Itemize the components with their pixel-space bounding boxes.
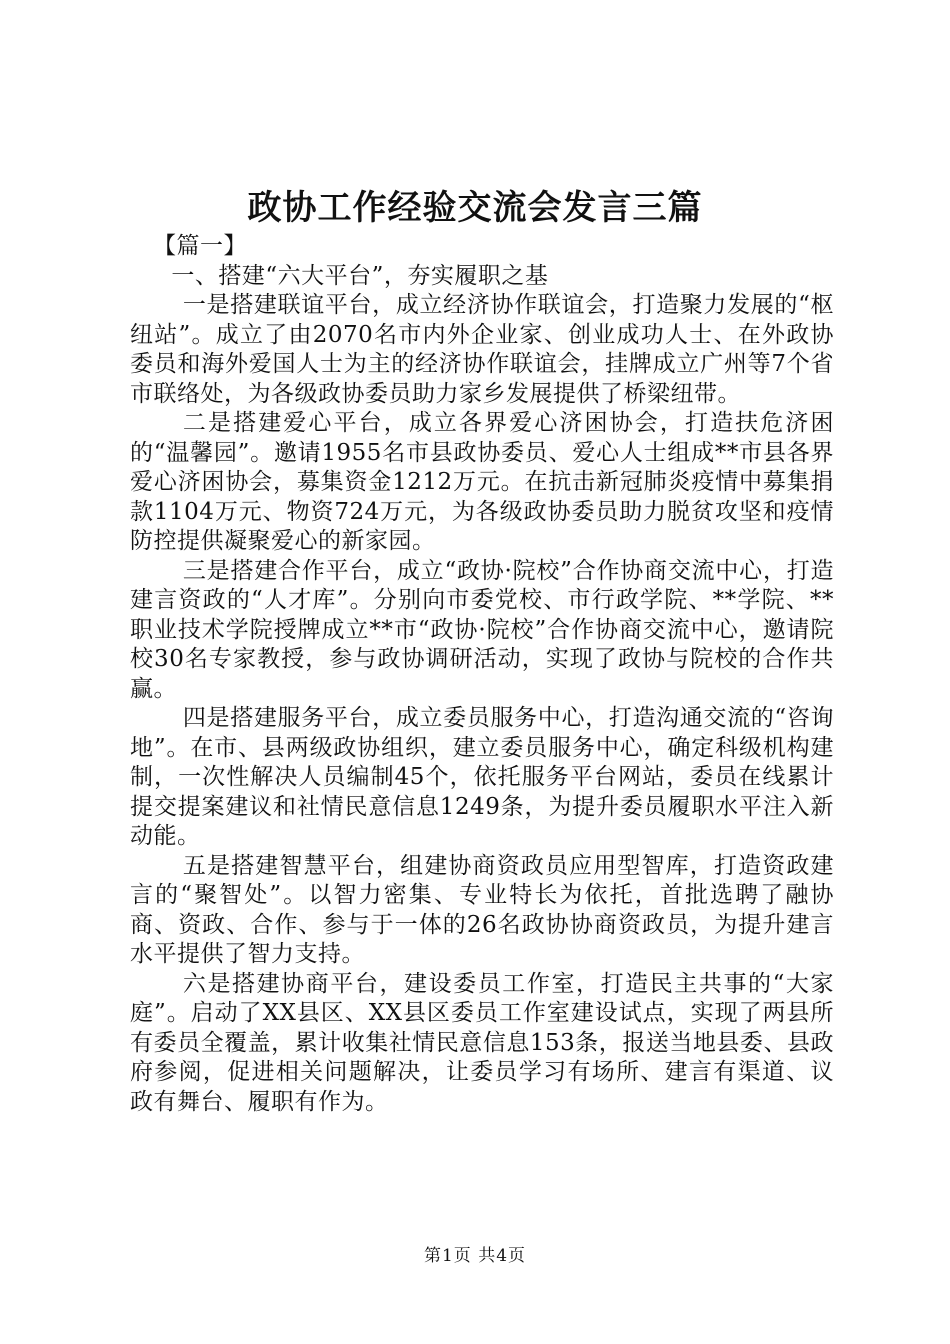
section-label: 【篇一】 [153,233,247,259]
page-number-footer: 第1页 共4页 [423,1246,527,1266]
paragraph: 二是搭建爱心平台，成立各界爱心济困协会，打造扶危济困的“温馨园”。邀请1955名市县政协委员、爱心人士组成**市县各界爱心济困协会，募集资金1212万元。在抗击新冠肺炎疫情中募集捐款1104万元、物资724万元，为各级政协委员助力脱贫攻坚和疫情防控提供凝聚爱心的新家园。 [130,410,834,554]
paragraph: 一是搭建联谊平台，成立经济协作联谊会，打造聚力发展的“枢纽站”。成立了由2070名市内外企业家、创业成功人士、在外政协委员和海外爱国人士为主的经济协作联谊会，挂牌成立广州等7个省市联络处，为各级政协委员助力家乡发展提供了桥梁纽带。 [130,292,834,407]
paragraph: 四是搭建服务平台，成立委员服务中心，打造沟通交流的“咨询地”。在市、县两级政协组织，建立委员服务中心，确定科级机构建制，一次性解决人员编制45个，依托服务平台网站，委员在线累计提交提案建议和社情民意信息1249条，为提升委员履职水平注入新动能。 [130,705,834,849]
paragraph: 六是搭建协商平台，建设委员工作室，打造民主共事的“大家庭”。启动了XX县区、XX县区委员工作室建设试点，实现了两县所有委员全覆盖，累计收集社情民意信息153条，报送当地县委、县政府参阅，促进相关问题解决，让委员学习有场所、建言有渠道、议政有舞台、履职有作为。 [130,970,834,1115]
paragraph: 三是搭建合作平台，成立“政协·院校”合作协商交流中心，打造建言资政的“人才库”。分别向市委党校、市行政学院、**学院、**职业技术学院授牌成立**市“政协·院校”合作协商交流中心，邀请院校30名专家教授，参与政协调研活动，实现了政协与院校的合作共赢。 [130,557,834,702]
paragraph: 五是搭建智慧平台，组建协商资政员应用型智库，打造资政建言的“聚智处”。以智力密集、专业特长为依托，首批选聘了融协商、资政、合作、参与于一体的26名政协协商资政员，为提升建言水平提供了智力支持。 [130,852,834,967]
section-heading: 一、搭建“六大平台”，夯实履职之基 [171,262,549,289]
document-title: 政协工作经验交流会发言三篇 [247,188,703,228]
document-body [130,232,834,1117]
